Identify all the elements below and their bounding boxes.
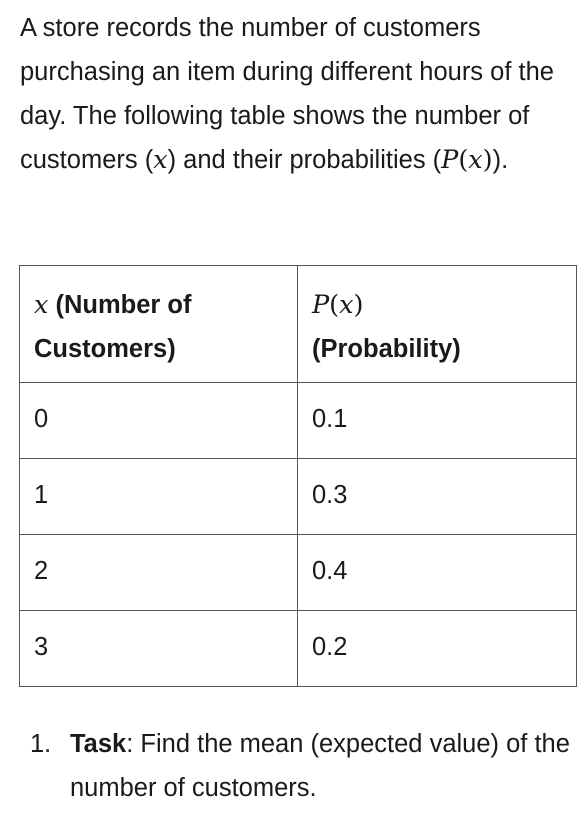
math-func-p: P — [441, 145, 459, 175]
intro-text-3: ). — [492, 146, 509, 174]
task-item — [30, 722, 570, 810]
header-customers — [20, 266, 298, 383]
cell-x: 2 — [20, 535, 298, 611]
cell-probability: 0.2 — [298, 611, 577, 687]
intro-text-1: A store records the number of customers purchasing an item during different hours of the day. The following table shows the number of customers ( — [20, 14, 554, 174]
header-var-x: x — [34, 290, 49, 320]
task-text: Find the mean (expected value) of the number of customers. — [70, 730, 570, 802]
probability-distribution-table — [19, 265, 577, 687]
table-row — [20, 535, 577, 611]
problem-statement — [20, 6, 572, 182]
cell-x: 3 — [20, 611, 298, 687]
math-func-x: x — [468, 145, 483, 175]
table-row — [20, 459, 577, 535]
math-paren-close: ) — [482, 145, 493, 175]
header-p-of-x — [312, 290, 363, 320]
task-body — [70, 722, 570, 810]
header-paren-close: ) — [353, 290, 364, 320]
header-probability-label: (Probability) — [312, 335, 461, 363]
header-probability — [298, 266, 577, 383]
header-func-p: P — [312, 290, 330, 320]
header-customers-label: (Number of Customers) — [34, 291, 192, 363]
header-paren-open: ( — [329, 290, 340, 320]
task-label: Task — [70, 730, 127, 758]
task-number: 1. — [30, 730, 52, 758]
task-colon: : — [126, 730, 134, 758]
cell-x: 0 — [20, 383, 298, 459]
header-func-x: x — [339, 290, 354, 320]
math-var-x: x — [153, 145, 168, 175]
math-paren-open: ( — [458, 145, 469, 175]
cell-probability: 0.4 — [298, 535, 577, 611]
math-p-of-x — [441, 145, 492, 175]
intro-text-2: ) and their probabilities ( — [167, 146, 442, 174]
table-header-row — [20, 266, 577, 383]
table-row — [20, 611, 577, 687]
cell-probability: 0.3 — [298, 459, 577, 535]
table-row — [20, 383, 577, 459]
cell-probability: 0.1 — [298, 383, 577, 459]
cell-x: 1 — [20, 459, 298, 535]
